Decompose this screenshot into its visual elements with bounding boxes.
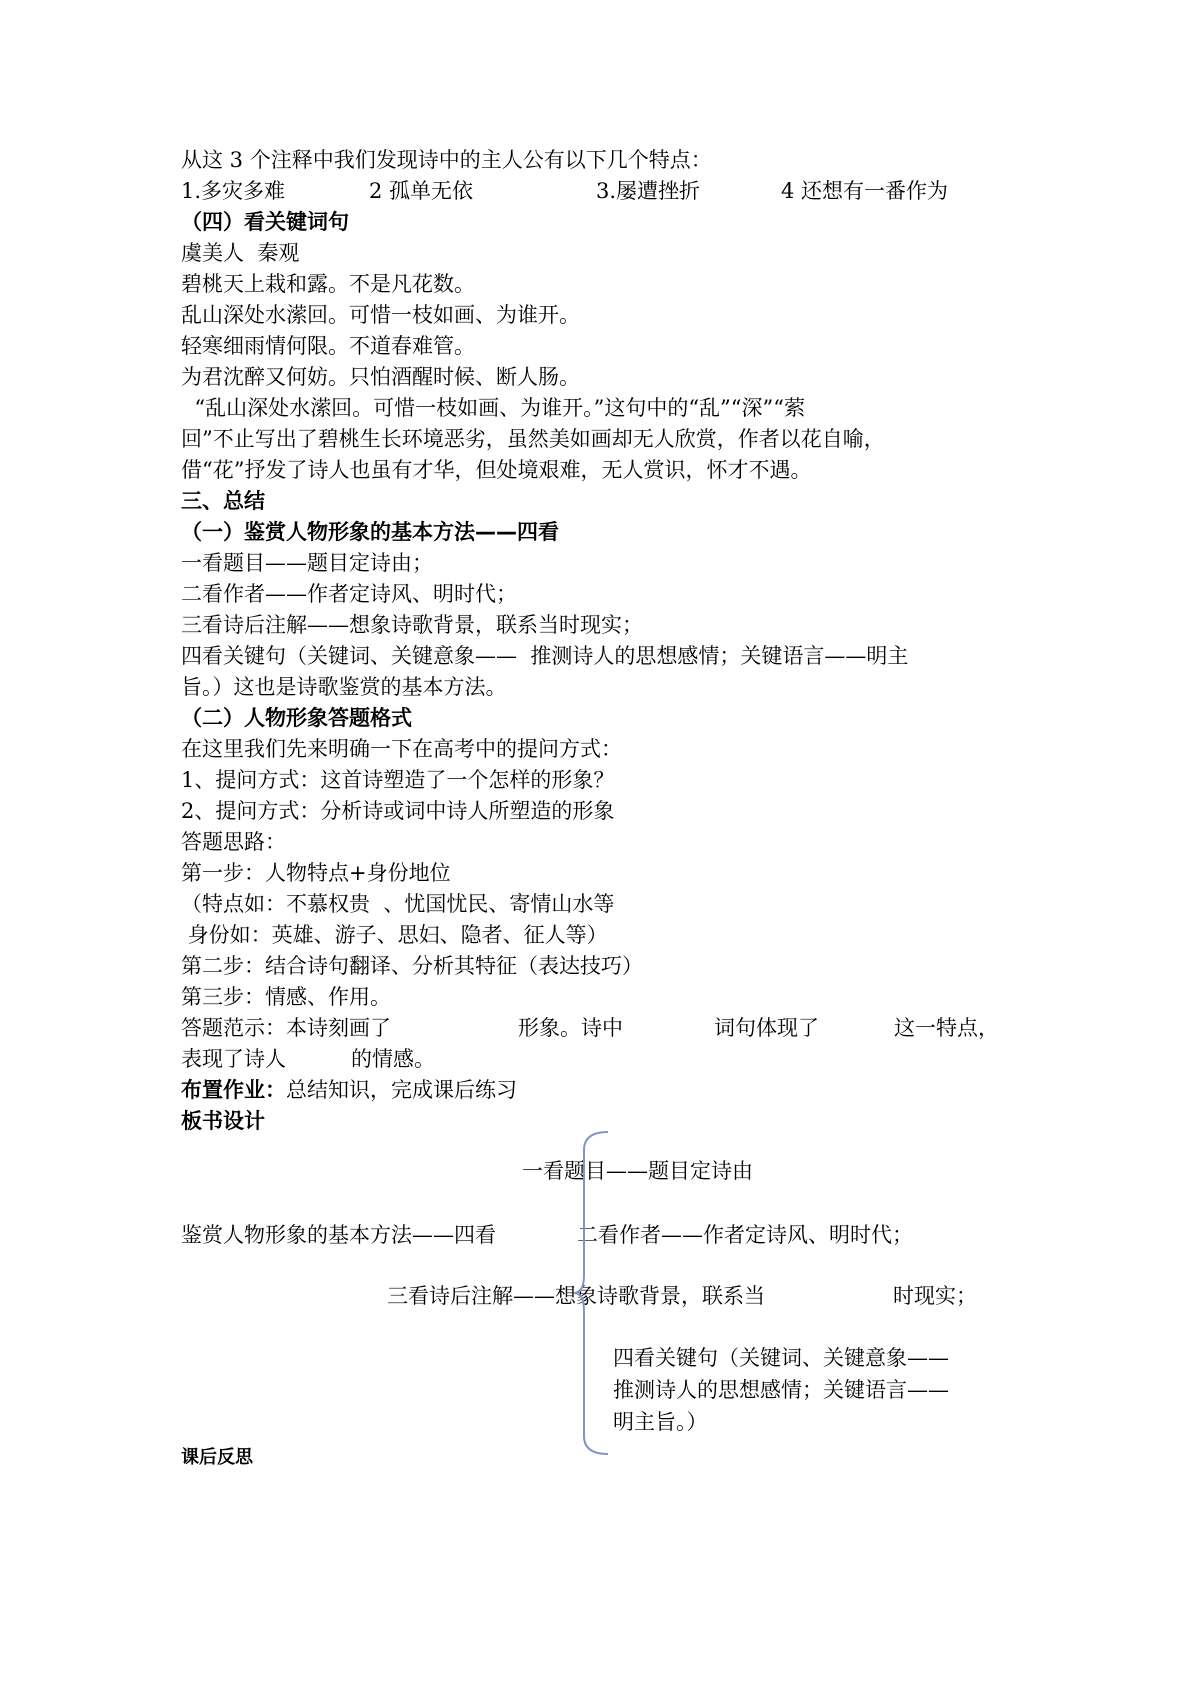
format-line: （特点如：不慕权贵 、忧国忧民、寄情山水等 [181,892,615,916]
format-line: 答题思路： [181,830,286,854]
method-heading: （一）鉴赏人物形象的基本方法——四看 [181,520,559,544]
board-left-label: 鉴赏人物形象的基本方法——四看 [181,1223,496,1247]
board-item-4: 推测诗人的思想感情；关键语言—— [613,1378,949,1402]
trait-2: 2 孤单无依 [369,179,474,203]
method-line: 三看诗后注解——想象诗歌背景，联系当时现实； [181,613,643,637]
summary-heading: 三、总结 [181,489,265,513]
format-line: 2、提问方式：分析诗或词中诗人所塑造的形象 [181,799,615,823]
sample-part: 形象。诗中 [518,1016,623,1040]
analysis-line: 借“花”抒发了诗人也虽有才华，但处境艰难，无人赏识，怀才不遇。 [181,458,812,482]
trait-4: 4 还想有一番作为 [781,179,949,203]
homework-text: 总结知识，完成课后练习 [286,1078,517,1102]
board-item-3b: 时现实； [893,1284,977,1308]
format-line: 第一步：人物特点+身份地位 [181,861,451,885]
board-heading: 板书设计 [181,1109,265,1133]
format-line: 在这里我们先来明确一下在高考中的提问方式： [181,737,622,761]
board-item-2: 二看作者——作者定诗风、明时代； [577,1223,913,1247]
format-heading: （二）人物形象答题格式 [181,706,412,730]
method-line: 二看作者——作者定诗风、明时代； [181,582,517,606]
format-line: 第三步：情感、作用。 [181,985,391,1009]
sample-part: 这一特点， [894,1016,999,1040]
sample-part: 词句体现了 [714,1016,819,1040]
sample-part: 答题范示：本诗刻画了 [181,1016,391,1040]
method-line: 旨。）这也是诗歌鉴赏的基本方法。 [181,675,507,699]
board-item-4: 明主旨。） [613,1410,708,1434]
homework-line [181,1075,517,1106]
poem-line: 为君沈醉又何妨。只怕酒醒时候、断人肠。 [181,365,580,389]
sample-line-2 [181,1044,781,1075]
board-item-4: 四看关键句（关键词、关键意象—— [613,1346,949,1370]
format-line: 第二步：结合诗句翻译、分析其特征（表达技巧） [181,954,643,978]
traits-row [181,176,1081,207]
section4-heading: （四）看关键词句 [181,210,349,234]
curly-brace [572,1130,612,1456]
poem-line: 碧桃天上栽和露。不是凡花数。 [181,272,475,296]
board-item-3a: 三看诗后注解——想象诗歌背景，联系当 [387,1284,765,1308]
sample-part: 的情感。 [351,1047,435,1071]
intro-line: 从这 3 个注释中我们发现诗中的主人公有以下几个特点： [181,148,712,172]
method-line: 四看关键句（关键词、关键意象—— 推测诗人的思想感情；关键语言——明主 [181,644,909,668]
method-line: 一看题目——题目定诗由； [181,551,433,575]
sample-line-1 [181,1013,1021,1044]
trait-3: 3.屡遭挫折 [596,179,701,203]
homework-label: 布置作业： [181,1078,286,1102]
format-line: 1、提问方式：这首诗塑造了一个怎样的形象？ [181,768,615,792]
poem-line: 轻寒细雨情何限。不道春难管。 [181,334,475,358]
analysis-line: 回”不止写出了碧桃生长环境恶劣，虽然美如画却无人欣赏，作者以花自喻， [181,427,885,451]
poem-line: 乱山深处水潆回。可惜一枝如画、为谁开。 [181,303,580,327]
board-item-1: 一看题目——题目定诗由 [522,1159,753,1183]
analysis-line: “乱山深处水潆回。可惜一枝如画、为谁开。”这句中的“乱”“深”“萦 [181,396,805,420]
sample-part: 表现了诗人 [181,1047,286,1071]
reflection-heading: 课后反思 [181,1447,253,1468]
poem-title: 虞美人 秦观 [181,241,300,265]
format-line: 身份如：英雄、游子、思妇、隐者、征人等） [181,923,608,947]
trait-1: 1.多灾多难 [181,179,286,203]
